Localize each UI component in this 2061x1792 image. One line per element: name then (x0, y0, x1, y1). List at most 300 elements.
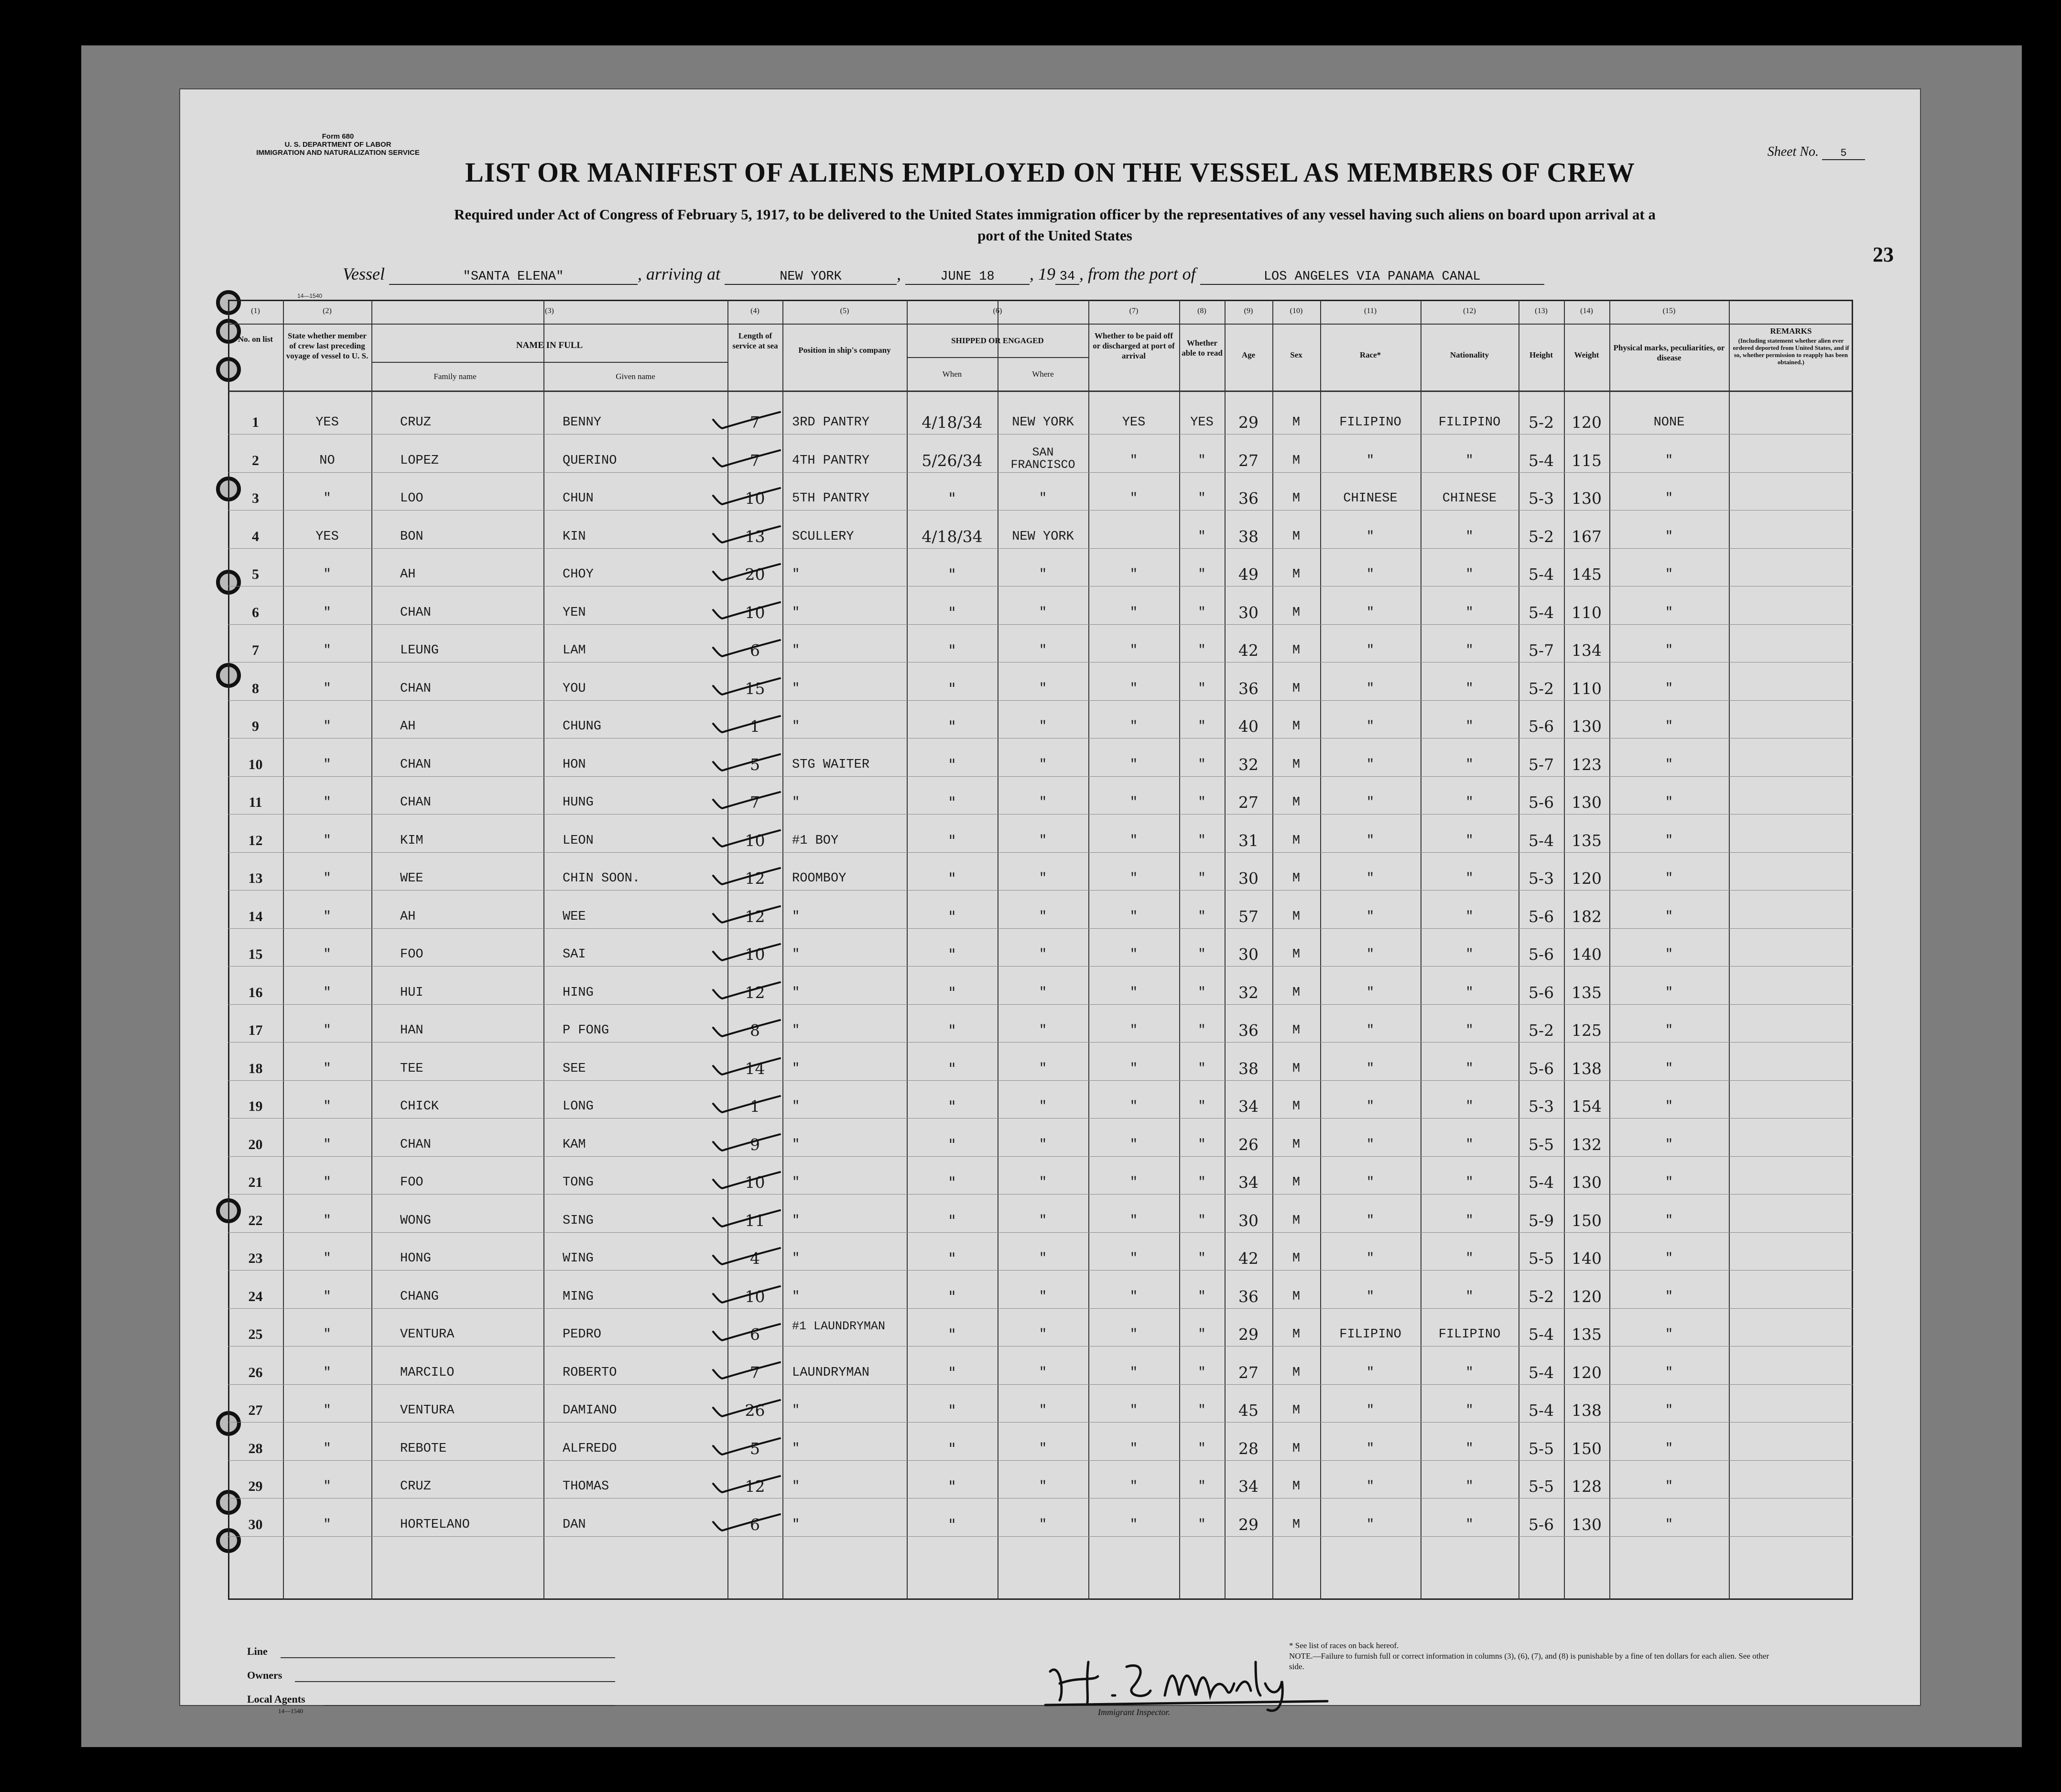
cell-weight: 110 (1572, 679, 1602, 698)
cell-family: REBOTE (400, 1441, 447, 1456)
cell-when: " (948, 1173, 956, 1192)
cell-sex: M (1292, 453, 1301, 468)
cell-when: " (948, 1401, 956, 1420)
cell-marks: " (1665, 1441, 1673, 1456)
cell-position: 5TH PANTRY (792, 491, 870, 506)
check-mark-icon (711, 677, 782, 696)
cell-family: LOO (400, 491, 423, 506)
cell-when: " (948, 983, 956, 1002)
cell-read: " (1198, 1441, 1206, 1456)
cell-position: #1 LAUNDRYMAN (792, 1319, 886, 1333)
cell-service: 1 (750, 1097, 760, 1116)
cell-marks: " (1665, 605, 1673, 620)
check-mark-icon (711, 1095, 782, 1114)
cell-position: " (792, 1213, 800, 1228)
cell-where: " (1039, 643, 1047, 658)
arrival-year: 34 (1055, 270, 1079, 285)
cell-read: " (1198, 605, 1206, 620)
check-mark-icon (711, 943, 782, 962)
cell-height: 5-6 (1528, 945, 1554, 964)
cell-given: SEE (563, 1061, 586, 1076)
cell-where: " (1039, 1023, 1047, 1038)
cell-race: " (1366, 909, 1375, 924)
cell-family: CHAN (400, 1137, 431, 1152)
cell-race: " (1366, 795, 1375, 810)
cell-read: " (1198, 1365, 1206, 1380)
cell-where: " (1039, 1327, 1047, 1342)
cell-read: " (1198, 681, 1206, 696)
cell-nat: FILIPINO (1438, 1327, 1501, 1342)
cell-service: 5 (750, 755, 760, 774)
crew-table (228, 300, 1853, 1686)
cell-sex: M (1292, 871, 1301, 886)
cell-sex: M (1292, 1061, 1301, 1076)
cell-race: " (1366, 1213, 1375, 1228)
cell-race: " (1366, 1061, 1375, 1076)
cell-height: 5-7 (1528, 755, 1554, 774)
cell-family: TEE (400, 1061, 423, 1076)
cell-sex: M (1292, 681, 1301, 696)
arrival-port: NEW YORK (725, 270, 897, 285)
cell-given: LONG (563, 1099, 594, 1114)
cell-sex: M (1292, 1517, 1301, 1532)
cell-read: " (1198, 985, 1206, 1000)
cell-height: 5-4 (1528, 603, 1554, 622)
check-mark-icon (711, 1285, 782, 1304)
penalty-note: NOTE.—Failure to furnish full or correct information in columns (3), (6), (7), and (8) is punishable by a fine of ten dollars for each alien. See other side. (1289, 1651, 1769, 1671)
cell-where: " (1039, 1517, 1047, 1532)
cell-age: 34 (1238, 1097, 1258, 1116)
cell-prev: " (323, 757, 331, 772)
cell-marks: " (1665, 1099, 1673, 1114)
cell-position: " (792, 1441, 800, 1456)
cell-weight: 132 (1572, 1135, 1602, 1154)
cell-age: 29 (1238, 1325, 1258, 1344)
cell-marks: " (1665, 1517, 1673, 1532)
cell-paid: " (1129, 1289, 1138, 1304)
cell-nat: " (1465, 757, 1474, 772)
cell-race: " (1366, 529, 1375, 544)
cell-age: 36 (1238, 679, 1258, 698)
table-row (228, 1353, 1853, 1390)
cell-no: 2 (252, 452, 259, 468)
cell-where: NEW YORK (1012, 529, 1074, 544)
cell-marks: " (1665, 871, 1673, 886)
cell-nat: " (1465, 1365, 1474, 1380)
owners-field (295, 1681, 615, 1682)
cell-paid: " (1129, 1137, 1138, 1152)
check-mark-icon (711, 1019, 782, 1038)
cell-weight: 182 (1572, 907, 1602, 926)
cell-position: " (792, 947, 800, 962)
cell-age: 32 (1238, 983, 1258, 1002)
cell-position: " (792, 567, 800, 582)
table-row (228, 593, 1853, 630)
table-row (228, 858, 1853, 896)
cell-where: " (1039, 985, 1047, 1000)
cell-prev: " (323, 833, 331, 848)
cell-weight: 150 (1572, 1439, 1602, 1458)
cell-service: 7 (750, 793, 760, 812)
cell-read: " (1198, 1137, 1206, 1152)
cell-paid: " (1129, 1441, 1138, 1456)
cell-prev: " (323, 1137, 331, 1152)
table-row (228, 1238, 1853, 1276)
cell-service: 10 (745, 489, 765, 508)
cell-family: BON (400, 529, 423, 544)
cell-position: 3RD PANTRY (792, 415, 870, 430)
cell-nat: " (1465, 681, 1474, 696)
vessel-line: Vessel "SANTA ELENA" , arriving at NEW YORK , JUNE 18 , 19 34 , from the port of LOS ANGELES VIA PANAMA CANAL (343, 264, 1544, 285)
cell-no: 4 (252, 528, 259, 544)
col-num: (1) (251, 307, 260, 315)
header-previous-voyage: State whether member of crew last preceding voyage of vessel to U. S. (286, 331, 369, 360)
cell-sex: M (1292, 1137, 1301, 1152)
cell-when: " (948, 565, 956, 584)
col-num: (6) (993, 307, 1002, 315)
cell-nat: " (1465, 1213, 1474, 1228)
line-label: Line (247, 1645, 268, 1657)
cell-when: " (948, 945, 956, 964)
cell-family: CHAN (400, 681, 431, 696)
cell-marks: " (1665, 1175, 1673, 1190)
cell-race: " (1366, 1137, 1375, 1152)
cell-prev: " (323, 871, 331, 886)
cell-where: " (1039, 795, 1047, 810)
subtitle-line-2: port of the United States (977, 227, 1132, 244)
cell-position: " (792, 1137, 800, 1152)
cell-read: " (1198, 1251, 1206, 1266)
cell-sex: M (1292, 1479, 1301, 1494)
table-row (228, 1010, 1853, 1048)
departure-port: LOS ANGELES VIA PANAMA CANAL (1200, 270, 1544, 285)
cell-prev: " (323, 1479, 331, 1494)
cell-race: FILIPINO (1339, 415, 1401, 430)
from-port-label: , from the port of (1079, 264, 1196, 283)
cell-family: WEE (400, 871, 423, 886)
cell-given: THOMAS (563, 1479, 609, 1494)
service-name: IMMIGRATION AND NATURALIZATION SERVICE (256, 149, 420, 157)
cell-paid: " (1129, 795, 1138, 810)
cell-when: " (948, 489, 956, 508)
cell-sex: M (1292, 833, 1301, 848)
col-num: (3) (545, 307, 554, 315)
col-num: (14) (1580, 307, 1593, 315)
cell-position: " (792, 909, 800, 924)
cell-family: MARCILO (400, 1365, 455, 1380)
inspector-caption: Immigrant Inspector. (1098, 1707, 1170, 1717)
cell-service: 10 (745, 603, 765, 622)
check-mark-icon (711, 1057, 782, 1076)
cell-age: 38 (1238, 527, 1258, 546)
cell-where: " (1039, 1479, 1047, 1494)
header-sex: Sex (1290, 350, 1302, 359)
cell-sex: M (1292, 643, 1301, 658)
col-num: (13) (1535, 307, 1548, 315)
cell-weight: 167 (1572, 527, 1602, 546)
cell-position: SCULLERY (792, 529, 854, 544)
cell-where: " (1039, 909, 1047, 924)
cell-prev: " (323, 1213, 331, 1228)
cell-paid: " (1129, 1213, 1138, 1228)
cell-weight: 123 (1572, 755, 1602, 774)
cell-service: 6 (750, 641, 760, 660)
cell-service: 12 (745, 983, 765, 1002)
cell-prev: " (323, 605, 331, 620)
check-mark-icon (711, 905, 782, 924)
cell-age: 49 (1238, 565, 1258, 584)
cell-no: 9 (252, 718, 259, 734)
col-num: (2) (323, 307, 332, 315)
department-name: U. S. DEPARTMENT OF LABOR (284, 141, 391, 149)
cell-no: 10 (248, 756, 263, 772)
cell-sex: M (1292, 909, 1301, 924)
cell-service: 10 (745, 945, 765, 964)
cell-race: " (1366, 605, 1375, 620)
header-nationality: Nationality (1450, 350, 1489, 359)
cell-height: 5-6 (1528, 907, 1554, 926)
header-able-to-read: Whether able to read (1182, 338, 1223, 358)
cell-sex: M (1292, 1251, 1301, 1266)
cell-no: 11 (249, 794, 262, 810)
cell-read: " (1198, 643, 1206, 658)
cell-race: " (1366, 1289, 1375, 1304)
cell-prev: " (323, 1517, 331, 1532)
cell-age: 29 (1238, 413, 1258, 432)
form-identifier (252, 132, 424, 157)
cell-weight: 130 (1572, 793, 1602, 812)
cell-marks: " (1665, 1479, 1673, 1494)
cell-where: " (1039, 871, 1047, 886)
cell-marks: " (1665, 947, 1673, 962)
cell-where: " (1039, 1137, 1047, 1152)
cell-given: BENNY (563, 415, 602, 430)
cell-prev: " (323, 567, 331, 582)
cell-nat: " (1465, 909, 1474, 924)
cell-marks: " (1665, 1137, 1673, 1152)
cell-where: " (1039, 1213, 1047, 1228)
cell-paid: YES (1122, 415, 1146, 430)
cell-position: " (792, 719, 800, 734)
cell-sex: M (1292, 1403, 1301, 1418)
col-num: (15) (1662, 307, 1676, 315)
table-row (228, 897, 1853, 934)
cell-family: CHAN (400, 795, 431, 810)
form-number: Form 680 (322, 132, 354, 141)
cell-height: 5-4 (1528, 565, 1554, 584)
cell-race: " (1366, 1365, 1375, 1380)
check-mark-icon (711, 525, 782, 544)
cell-marks: " (1665, 909, 1673, 924)
cell-race: " (1366, 757, 1375, 772)
cell-age: 30 (1238, 945, 1258, 964)
cell-where: SAN FRANCISCO (1010, 445, 1075, 472)
cell-position: #1 BOY (792, 833, 839, 848)
cell-service: 13 (745, 527, 765, 546)
cell-given: QUERINO (563, 453, 617, 468)
cell-weight: 140 (1572, 945, 1602, 964)
cell-position: " (792, 643, 800, 658)
cell-paid: " (1129, 909, 1138, 924)
cell-age: 36 (1238, 1287, 1258, 1306)
cell-given: SING (563, 1213, 594, 1228)
cell-service: 7 (750, 1363, 760, 1382)
cell-height: 5-7 (1528, 641, 1554, 660)
cell-nat: FILIPINO (1438, 415, 1501, 430)
header-no-on-list: No. on list (238, 335, 273, 344)
cell-age: 34 (1238, 1173, 1258, 1192)
cell-no: 1 (252, 414, 259, 430)
cell-service: 8 (750, 1021, 760, 1040)
cell-read: " (1198, 719, 1206, 734)
cell-race: " (1366, 985, 1375, 1000)
cell-service: 20 (745, 565, 765, 584)
cell-service: 7 (750, 451, 760, 470)
check-mark-icon (711, 867, 782, 886)
cell-paid: " (1129, 1365, 1138, 1380)
cell-when: " (948, 1059, 956, 1078)
cell-position: " (792, 1175, 800, 1190)
cell-when: 5/26/34 (922, 451, 983, 470)
cell-height: 5-2 (1528, 413, 1554, 432)
cell-weight: 140 (1572, 1249, 1602, 1268)
cell-nat: " (1465, 453, 1474, 468)
cell-when: " (948, 1477, 956, 1496)
table-row (228, 554, 1853, 592)
cell-position: " (792, 1479, 800, 1494)
cell-paid: " (1129, 1061, 1138, 1076)
cell-nat: " (1465, 1099, 1474, 1114)
table-row (228, 745, 1853, 782)
cell-given: YOU (563, 681, 586, 696)
cell-race: " (1366, 1479, 1375, 1494)
cell-sex: M (1292, 1441, 1301, 1456)
cell-no: 6 (252, 604, 259, 620)
cell-weight: 130 (1572, 1515, 1602, 1534)
check-mark-icon (711, 1399, 782, 1418)
cell-nat: " (1465, 1251, 1474, 1266)
cell-family: HAN (400, 1023, 423, 1038)
cell-where: " (1039, 1099, 1047, 1114)
cell-read: " (1198, 1327, 1206, 1342)
cell-marks: " (1665, 757, 1673, 772)
cell-given: WING (563, 1251, 594, 1266)
cell-height: 5-4 (1528, 831, 1554, 850)
cell-where: " (1039, 681, 1047, 696)
col-num: (11) (1364, 307, 1377, 315)
cell-given: DAN (563, 1517, 586, 1532)
cell-marks: " (1665, 1251, 1673, 1266)
table-row (228, 1429, 1853, 1466)
cell-family: LEUNG (400, 643, 439, 658)
cell-given: HING (563, 985, 594, 1000)
cell-height: 5-6 (1528, 1515, 1554, 1534)
cell-given: LEON (563, 833, 594, 848)
cell-paid: " (1129, 1327, 1138, 1342)
cell-given: ROBERTO (563, 1365, 617, 1380)
cell-age: 42 (1238, 1249, 1258, 1268)
cell-read: " (1198, 795, 1206, 810)
cell-weight: 150 (1572, 1211, 1602, 1230)
cell-family: FOO (400, 947, 423, 962)
cell-service: 6 (750, 1325, 760, 1344)
cell-race: " (1366, 567, 1375, 582)
cell-prev: " (323, 1099, 331, 1114)
cell-sex: M (1292, 491, 1301, 506)
cell-prev: " (323, 1175, 331, 1190)
cell-when: " (948, 869, 956, 888)
header-height: Height (1529, 350, 1553, 359)
col-num: (8) (1197, 307, 1206, 315)
cell-read: " (1198, 1099, 1206, 1114)
cell-height: 5-6 (1528, 793, 1554, 812)
cell-weight: 115 (1572, 451, 1602, 470)
check-mark-icon (711, 829, 782, 848)
cell-no: 26 (248, 1364, 263, 1380)
cell-age: 27 (1238, 451, 1258, 470)
cell-age: 28 (1238, 1439, 1258, 1458)
cell-service: 10 (745, 831, 765, 850)
cell-height: 5-6 (1528, 983, 1554, 1002)
cell-marks: " (1665, 1327, 1673, 1342)
cell-prev: YES (315, 529, 339, 544)
cell-where: " (1039, 719, 1047, 734)
cell-position: " (792, 795, 800, 810)
cell-marks: " (1665, 1289, 1673, 1304)
cell-prev: " (323, 491, 331, 506)
subtitle-line-1: Required under Act of Congress of February 5, 1917, to be delivered to the United States immigration officer by the representatives of any vessel having such aliens on board upon arrival at a (454, 206, 1656, 223)
cell-height: 5-4 (1528, 1401, 1554, 1420)
cell-no: 16 (248, 984, 263, 1000)
cell-nat: " (1465, 529, 1474, 544)
cell-family: AH (400, 909, 416, 924)
table-row (228, 934, 1853, 972)
cell-position: 4TH PANTRY (792, 453, 870, 468)
table-row (228, 1162, 1853, 1200)
cell-marks: " (1665, 833, 1673, 848)
cell-family: VENTURA (400, 1403, 455, 1418)
cell-height: 5-4 (1528, 451, 1554, 470)
cell-age: 36 (1238, 1021, 1258, 1040)
cell-service: 10 (745, 1287, 765, 1306)
cell-age: 34 (1238, 1477, 1258, 1496)
cell-nat: " (1465, 1479, 1474, 1494)
cell-weight: 138 (1572, 1401, 1602, 1420)
col-num: (7) (1129, 307, 1139, 315)
cell-read: " (1198, 909, 1206, 924)
cell-position: " (792, 985, 800, 1000)
cell-position: " (792, 605, 800, 620)
cell-race: " (1366, 643, 1375, 658)
owners-label: Owners (247, 1669, 282, 1681)
cell-weight: 135 (1572, 983, 1602, 1002)
cell-height: 5-2 (1528, 527, 1554, 546)
cell-no: 3 (252, 490, 259, 506)
cell-nat: " (1465, 947, 1474, 962)
cell-service: 14 (745, 1059, 765, 1078)
year-prefix: 19 (1038, 264, 1055, 283)
cell-nat: " (1465, 1023, 1474, 1038)
cell-position: " (792, 1061, 800, 1076)
cell-age: 27 (1238, 1363, 1258, 1382)
col-num: (9) (1244, 307, 1253, 315)
cell-race: " (1366, 947, 1375, 962)
cell-paid: " (1129, 1175, 1138, 1190)
cell-sex: M (1292, 1213, 1301, 1228)
cell-sex: M (1292, 567, 1301, 582)
cell-where: " (1039, 1251, 1047, 1266)
cell-service: 15 (745, 679, 765, 698)
